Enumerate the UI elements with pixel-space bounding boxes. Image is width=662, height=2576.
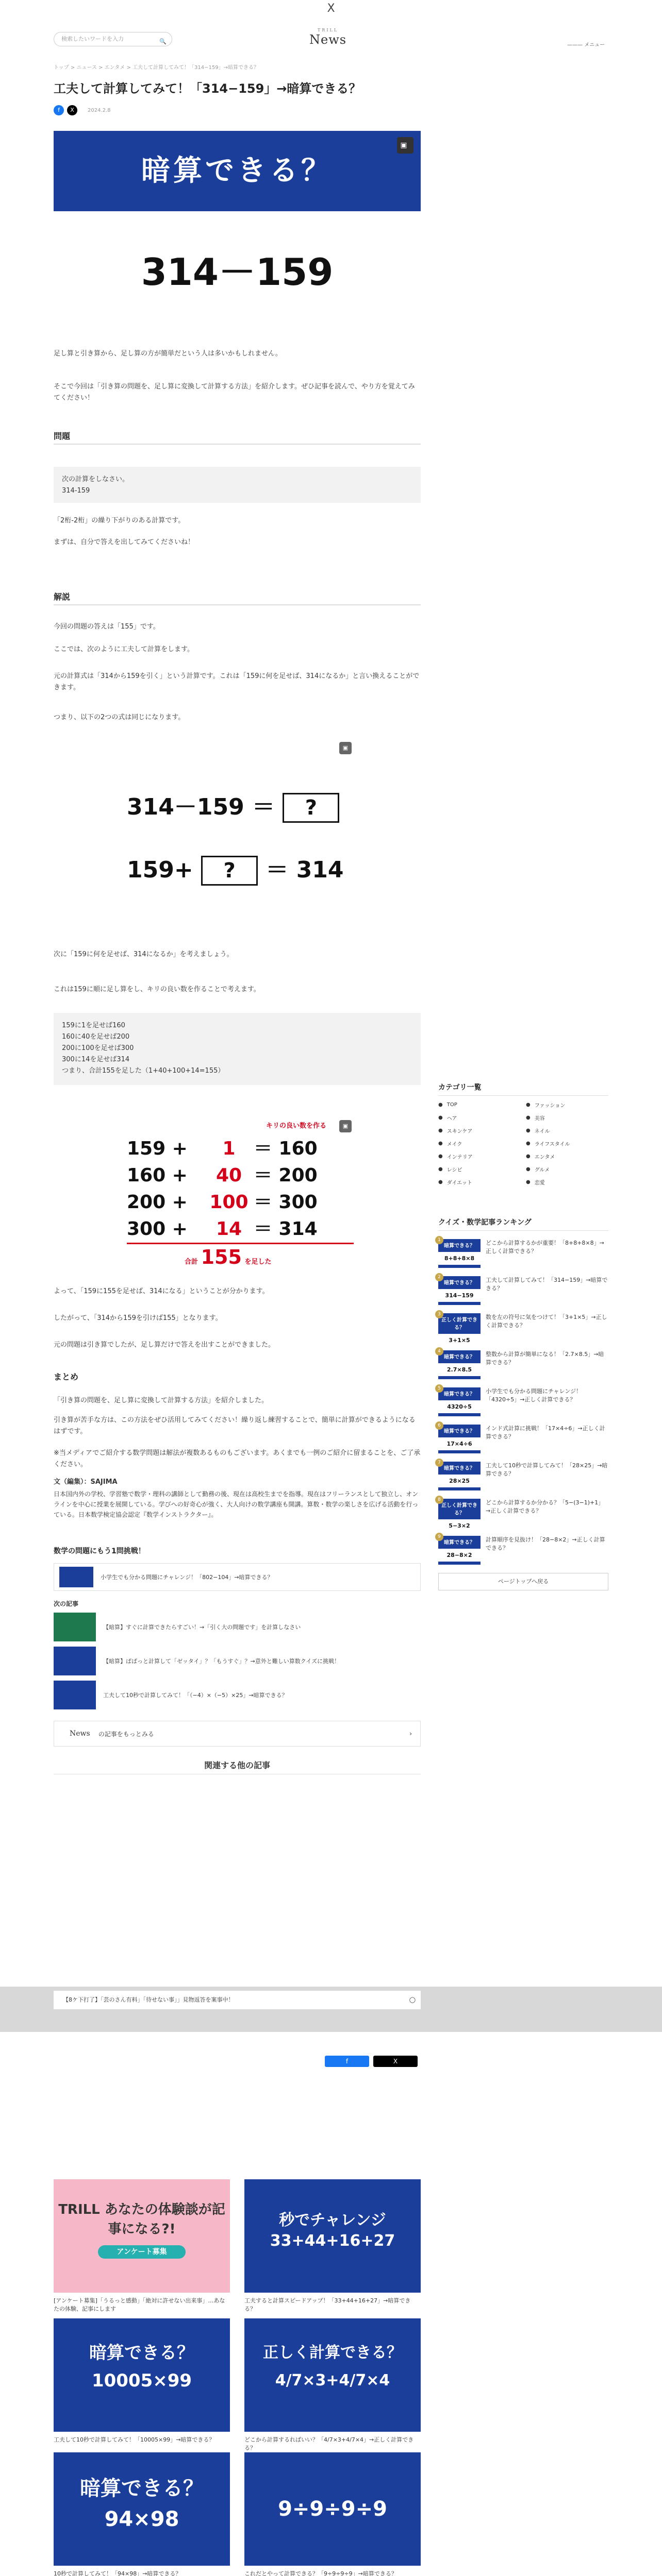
article-card[interactable] xyxy=(244,2179,421,2313)
more-label: の記事をもっとみる xyxy=(98,1730,154,1738)
card-image: 正しく計算できる？ 4/7×3+4/7×4 xyxy=(244,2318,421,2432)
ranking-thumb xyxy=(438,1239,481,1268)
intro-1: 足し算と引き算から、足し算の方が簡単だという人は多いかもしれません。 xyxy=(54,350,282,358)
category-item[interactable] xyxy=(438,1140,521,1147)
ranking-thumb xyxy=(438,1350,481,1379)
ranking-number: 5 xyxy=(435,1384,443,1393)
card-image: 9÷9÷9÷9 xyxy=(244,2452,421,2566)
x-share-icon[interactable]: X xyxy=(67,105,77,115)
more-logo: News xyxy=(70,1730,90,1738)
ranking-thumb xyxy=(438,1499,481,1528)
diagram-row xyxy=(127,1216,354,1244)
challenge-card[interactable] xyxy=(54,1563,421,1591)
summary-heading: まとめ xyxy=(54,1372,79,1382)
share-bar xyxy=(54,105,111,115)
next-title: 【暗算】すぐに計算できたらすごい！→「引く大の問題です」を計算しなさい xyxy=(103,1624,301,1631)
diagram-right: ＝ 314 xyxy=(254,1218,318,1240)
author-text: 日本国内外の学校、学習塾で数学・理科の講師として勤務の後、現在は高校生までを指導。現在はフリーランスとして独立し、オンラインを中心に授業を展開している。学びへの好奇心が強く、大人向けの数学講座も開講。算数・数学の楽しさを広げる活動を行っている。日本数学検定協会認定『数学インストラクター』。 xyxy=(54,1490,419,1518)
category-item[interactable] xyxy=(438,1165,521,1173)
summary-2: 引き算が苦手な方は、この方法をぜひ活用してみてください！繰り返し練習することで、簡単に計算ができるようになるはずです。 xyxy=(54,1416,416,1435)
ranking-number: 2 xyxy=(435,1273,443,1281)
category-label: ヘア xyxy=(446,1116,457,1122)
next-item[interactable] xyxy=(54,1681,421,1709)
next-title: 工夫して10秒で計算してみて！「（−4）×（−5）×25」→暗算できる？ xyxy=(103,1692,288,1699)
facebook-share-icon[interactable]: f xyxy=(54,105,64,115)
chevron-right-icon: › xyxy=(409,1730,412,1737)
ranking-thumb-text: 暗算できる？ xyxy=(444,1392,475,1397)
ranking-number: 4 xyxy=(435,1347,443,1355)
category-label: ネイル xyxy=(534,1129,550,1134)
problem-note-1: 「2桁-2桁」の繰り下がりのある計算です。 xyxy=(54,517,185,524)
bottom-share xyxy=(325,2056,418,2067)
category-label: 恋愛 xyxy=(534,1180,545,1186)
sidebar xyxy=(438,1082,608,1590)
article-card[interactable] xyxy=(244,2452,421,2576)
facebook-share-button[interactable]: f xyxy=(325,2056,369,2067)
category-label: ライフスタイル xyxy=(534,1142,570,1147)
challenge-thumb xyxy=(59,1567,93,1587)
category-icon: ● xyxy=(438,1115,443,1121)
hero-question: 314－159 xyxy=(141,250,334,294)
category-list xyxy=(438,1101,608,1186)
category-item[interactable] xyxy=(526,1127,608,1134)
end-3: 元の問題は引き算でしたが、足し算だけで答えを出すことができました。 xyxy=(54,1341,275,1349)
diagram-total-prefix: 合計 xyxy=(185,1258,198,1266)
answer-3: 元の計算式は「314から159を引く」という計算です。これは「159に何を足せば、314になるか」と言い換えることができます。 xyxy=(54,672,420,691)
category-icon: ● xyxy=(526,1128,531,1133)
diagram-add: 100 xyxy=(209,1192,249,1213)
ranking-thumb-text: 暗算できる？ xyxy=(444,1429,475,1434)
ranking-title: どこから計算するかが重要！「8+8+8×8」→正しく計算できる？ xyxy=(486,1240,604,1255)
diagram-add: 14 xyxy=(216,1218,242,1240)
answer-1: 今回の問題の答えは「155」です。 xyxy=(54,623,160,631)
gallery-icon[interactable]: ▣ xyxy=(339,1120,352,1132)
publish-date: 2024.2.8 xyxy=(88,107,111,113)
category-label: インテリア xyxy=(446,1155,473,1160)
mid-1: 次に「159に何を足せば、314になるか」を考えましょう。 xyxy=(54,951,234,958)
page-title: 工夫して計算してみて！「314−159」→暗算できる？ xyxy=(54,81,361,96)
ranking-thumb-text: 暗算できる？ xyxy=(444,1280,475,1286)
ranking-thumb-expr: 314−159 xyxy=(438,1289,481,1302)
card-image: 暗算できる？ 94×98 xyxy=(54,2452,230,2566)
ranking-thumb-text: 暗算できる？ xyxy=(444,1540,475,1546)
more-link[interactable] xyxy=(54,1721,421,1747)
category-label: 美容 xyxy=(534,1116,545,1122)
article-card[interactable] xyxy=(244,2318,421,2452)
next-thumb xyxy=(54,1647,96,1675)
diagram xyxy=(127,1120,354,1269)
ranking-title: 工夫して計算してみて！「314−159」→暗算できる？ xyxy=(486,1277,608,1292)
problem-note-2: まずは、自分で答えを出してみてくださいね！ xyxy=(54,538,195,546)
diagram-total-value: 155 xyxy=(201,1246,242,1268)
ranking-number: 6 xyxy=(435,1421,443,1430)
answer-4: つまり、以下の2つの式は同じになります。 xyxy=(54,714,185,721)
diagram-right: ＝ 300 xyxy=(254,1192,318,1213)
next-item[interactable] xyxy=(54,1613,421,1641)
logo-text: News xyxy=(309,32,347,47)
ranking-number: 9 xyxy=(435,1533,443,1541)
category-item[interactable] xyxy=(438,1153,521,1160)
step-3: 200に100を足せば300 xyxy=(62,1044,134,1052)
answer-2: ここでは、次のように工夫して計算をします。 xyxy=(54,646,194,653)
article-card[interactable] xyxy=(54,2452,230,2576)
ranking-title: 整数から計算が簡単になる！「2.7×8.5」→暗算できる？ xyxy=(486,1351,604,1366)
card-title: 工夫して10秒で計算してみて！「10005×99」→暗算できる？ xyxy=(54,2436,215,2443)
category-item[interactable] xyxy=(526,1140,608,1147)
diagram-left: 160 + xyxy=(127,1165,188,1186)
end-2: したがって、「314から159を引けば155」となります。 xyxy=(54,1314,222,1322)
category-label: メイク xyxy=(446,1142,462,1147)
search-icon[interactable]: 🔍 xyxy=(159,38,167,45)
diagram-row xyxy=(127,1189,354,1216)
breadcrumb[interactable]: トップ > ニュース > エンタメ > 工夫して計算してみて！「314−159」→暗算できる？ xyxy=(54,65,259,71)
category-icon: ● xyxy=(438,1128,443,1133)
ranking-thumb xyxy=(438,1462,481,1490)
category-icon: ● xyxy=(526,1166,531,1172)
problem-line-2: 314-159 xyxy=(62,487,90,495)
category-icon: ● xyxy=(438,1166,443,1172)
menu-button[interactable]: ——— メニュー xyxy=(567,42,605,48)
ranking-thumb xyxy=(438,1276,481,1305)
category-item[interactable] xyxy=(526,1114,608,1122)
pagetop-button[interactable]: ページトップへ戻る xyxy=(438,1573,608,1590)
category-label: エンタメ xyxy=(534,1155,555,1160)
equation-1-left: 314－159 ＝ xyxy=(127,794,275,820)
category-item[interactable] xyxy=(526,1153,608,1160)
end-1: よって、「159に155を足せば、314になる」ということが分かります。 xyxy=(54,1287,269,1295)
challenge-heading: 数学の問題にもう1問挑戦！ xyxy=(54,1547,145,1555)
ranking-thumb-text: 暗算できる？ xyxy=(444,1354,475,1360)
gallery-icon[interactable]: ▣ xyxy=(339,742,352,754)
category-icon: ● xyxy=(438,1102,443,1108)
ranking-title: 計算順序を見抜け！「28−8×2」→正しく計算できる？ xyxy=(486,1536,605,1551)
ranking-item[interactable] xyxy=(438,1462,608,1490)
categories-heading: カテゴリ一覧 xyxy=(438,1082,608,1096)
category-item[interactable] xyxy=(438,1127,521,1134)
diagram-add: 40 xyxy=(216,1165,242,1186)
next-heading: 次の記事 xyxy=(54,1600,79,1607)
diagram-add: 1 xyxy=(222,1138,236,1159)
category-label: レシピ xyxy=(446,1167,462,1173)
ranking-thumb xyxy=(438,1425,481,1453)
category-item[interactable] xyxy=(438,1178,521,1186)
hero-image xyxy=(54,131,421,211)
intro-2: そこで今回は「引き算の問題を、足し算に変換して計算する方法」を紹介します。ぜひ記事を読んで、やり方を覚えてみてください！ xyxy=(54,383,415,402)
category-icon: ● xyxy=(526,1141,531,1146)
category-icon: ● xyxy=(438,1141,443,1146)
search-placeholder: 検索したいワードを入力 xyxy=(61,36,124,42)
ranking-heading: クイズ・数学記事ランキング xyxy=(438,1217,608,1231)
diagram-right: ＝ 160 xyxy=(254,1138,318,1159)
ranking-thumb-expr: 28−8×2 xyxy=(438,1549,481,1562)
ranking-thumb-expr: 4320÷5 xyxy=(438,1400,481,1413)
category-icon: ● xyxy=(438,1179,443,1185)
x-share-button[interactable]: X xyxy=(373,2056,418,2067)
gallery-icon[interactable]: ▣ xyxy=(397,137,413,154)
problem-line-1: 次の計算をしなさい。 xyxy=(62,476,129,483)
ranking-thumb-expr: 3+1×5 xyxy=(438,1334,481,1347)
summary-3: ※当メディアでご紹介する数学問題は解法が複数あるものもございます。あくまでも一例のご紹介に留まることを、ご了承ください。 xyxy=(54,1449,421,1468)
answer-heading: 解説 xyxy=(54,590,421,605)
step-4: 300に14を足せば314 xyxy=(62,1056,130,1063)
equation-2-right: ＝ 314 xyxy=(266,857,344,883)
category-label: ファッション xyxy=(534,1103,566,1109)
ranking-thumb-expr: 28×25 xyxy=(438,1475,481,1487)
equation-1-box: ? xyxy=(283,793,339,823)
ranking-thumb xyxy=(438,1387,481,1416)
ranking-title: 数を左の符号に気をつけて！「3+1×5」→正しく計算できる？ xyxy=(486,1314,607,1329)
category-icon: ● xyxy=(526,1179,531,1185)
notice-text: 【8ケ下打了】「芸のさん有料」「待せない事」」見物返答を案事中！ xyxy=(63,1996,234,2003)
diagram-row xyxy=(127,1136,354,1162)
close-icon[interactable]: ◯ xyxy=(409,1996,416,2003)
next-thumb xyxy=(54,1613,96,1641)
card-title: [アンケート募集]「うるっと感動」「絶対に許せない出来事」…あなたの体験、記事にします xyxy=(54,2297,225,2312)
card-image: 暗算できる？ 10005×99 xyxy=(54,2318,230,2432)
category-label: ダイエット xyxy=(446,1180,472,1186)
diagram-right: ＝ 200 xyxy=(254,1165,318,1186)
logo-sub: TRILL xyxy=(317,28,339,32)
category-icon: ● xyxy=(526,1115,531,1121)
step-5: つまり、合計155を足した（1+40+100+14=155） xyxy=(62,1067,225,1075)
steps-box xyxy=(54,1013,421,1085)
author-heading: 文（編集）：SAJIMA xyxy=(54,1478,118,1486)
category-icon: ● xyxy=(526,1102,531,1108)
ranking-thumb xyxy=(438,1313,481,1342)
diagram-left: 300 + xyxy=(127,1218,188,1240)
diagram-row xyxy=(127,1162,354,1189)
category-item[interactable] xyxy=(526,1178,608,1186)
article-card[interactable] xyxy=(54,2318,230,2444)
card-image-text: TRILL あなたの体験談が記事になる?! xyxy=(58,2202,225,2237)
notice-banner[interactable] xyxy=(54,1991,421,2009)
related-heading: 関連する他の記事 xyxy=(54,1759,421,1774)
category-item[interactable] xyxy=(438,1114,521,1122)
ranking-thumb-expr: 2.7×8.5 xyxy=(438,1363,481,1376)
next-thumb xyxy=(54,1681,96,1709)
menu-label: メニュー xyxy=(584,42,605,48)
ranking-item[interactable] xyxy=(438,1276,608,1305)
ranking-thumb-expr: 8+8+8×8 xyxy=(438,1252,481,1265)
ranking-thumb-text: 正しく計算できる？ xyxy=(441,1503,477,1516)
card-image xyxy=(54,2179,230,2293)
ranking-thumb-text: 正しく計算できる？ xyxy=(441,1317,477,1331)
diagram-total xyxy=(185,1246,272,1268)
card-title: 工夫すると計算スピードアップ！「33+44+16+27」→暗算できる？ xyxy=(244,2297,411,2312)
article-card[interactable] xyxy=(54,2179,230,2313)
problem-box xyxy=(54,467,421,503)
ranking-thumb-expr: 17×4÷6 xyxy=(438,1437,481,1450)
equation-1 xyxy=(127,788,339,823)
summary-1: 「引き算の問題を、足し算に変換して計算する方法」を紹介しました。 xyxy=(54,1397,269,1404)
ranking-thumb-text: 暗算できる？ xyxy=(444,1243,475,1249)
ranking-number: 3 xyxy=(435,1310,443,1318)
category-icon: ● xyxy=(526,1154,531,1159)
step-1: 159に1を足せば160 xyxy=(62,1022,125,1029)
search-input[interactable] xyxy=(54,32,172,46)
ranking-title: インド式計算に挑戦！「17×4÷6」→正しく計算できる？ xyxy=(486,1425,605,1440)
next-title: 【暗算】ぱぱっと計算して「ゼッタイ」？「もうすぐ」？→意外と難しい算数クイズに挑戦！ xyxy=(103,1658,340,1665)
ranking-thumb-expr: 5−3×2 xyxy=(438,1519,481,1532)
category-item[interactable] xyxy=(526,1165,608,1173)
category-label: グルメ xyxy=(534,1167,550,1173)
card-badge: アンケート募集 xyxy=(98,2245,186,2259)
category-label: スキンケア xyxy=(446,1129,473,1134)
ranking-thumb-text: 暗算できる？ xyxy=(444,1466,475,1471)
equation-2-box: ? xyxy=(201,856,258,886)
ranking-number: 8 xyxy=(435,1496,443,1504)
problem-heading: 問題 xyxy=(54,430,421,445)
category-icon: ● xyxy=(438,1154,443,1159)
category-item[interactable] xyxy=(526,1101,608,1109)
hero-text: 暗算できる？ xyxy=(141,154,333,188)
ranking-number: 7 xyxy=(435,1459,443,1467)
ranking-title: どこから計算するか分かる？「5−(3−1)+1」→正しく計算できる？ xyxy=(486,1499,604,1514)
next-item[interactable] xyxy=(54,1647,421,1675)
ranking-item[interactable] xyxy=(438,1425,608,1453)
step-2: 160に40を足せば200 xyxy=(62,1033,130,1041)
category-item[interactable] xyxy=(438,1101,521,1109)
challenge-title: 小学生でも分かる問題にチャレンジ！「802−104」→暗算できる？ xyxy=(101,1574,273,1581)
equation-2 xyxy=(127,851,344,886)
ranking-item[interactable] xyxy=(438,1350,608,1379)
ranking-item[interactable] xyxy=(438,1313,608,1342)
ranking-title: 小学生でも分かる問題にチャレンジ！「4320÷5」→正しく計算できる？ xyxy=(486,1388,582,1403)
site-logo[interactable] xyxy=(309,30,346,47)
ranking-thumb xyxy=(438,1536,481,1565)
diagram-left: 159 + xyxy=(127,1138,188,1159)
category-label: TOP xyxy=(446,1102,457,1108)
card-title: 10秒で計算してみて！「94×98」→暗算できる？ xyxy=(54,2570,181,2576)
ranking-title: 工夫して10秒で計算してみて！「28×25」→暗算できる？ xyxy=(486,1462,608,1477)
card-image: 秒でチャレンジ 33+44+16+27 xyxy=(244,2179,421,2293)
mid-2: これは159に順に足し算をし、キリの良い数を作ることで考えます。 xyxy=(54,986,260,993)
diagram-total-suffix: を足した xyxy=(244,1258,272,1266)
ranking-item[interactable] xyxy=(438,1499,608,1528)
card-title: これだとやって計算できる？「9÷9÷9÷9」→暗算できる？ xyxy=(244,2570,397,2576)
ranking-item[interactable] xyxy=(438,1387,608,1416)
close-button[interactable]: X xyxy=(327,2,335,15)
diagram-label-top: キリの良い数を作る xyxy=(266,1122,327,1130)
ranking-number: 1 xyxy=(435,1236,443,1244)
diagram-left: 200 + xyxy=(127,1192,188,1213)
card-title: どこから計算するればいい？「4/7×3+4/7×4」→正しく計算できる？ xyxy=(244,2436,414,2451)
ranking-item[interactable] xyxy=(438,1239,608,1268)
equation-2-left: 159+ xyxy=(127,857,193,883)
ranking-item[interactable] xyxy=(438,1536,608,1565)
